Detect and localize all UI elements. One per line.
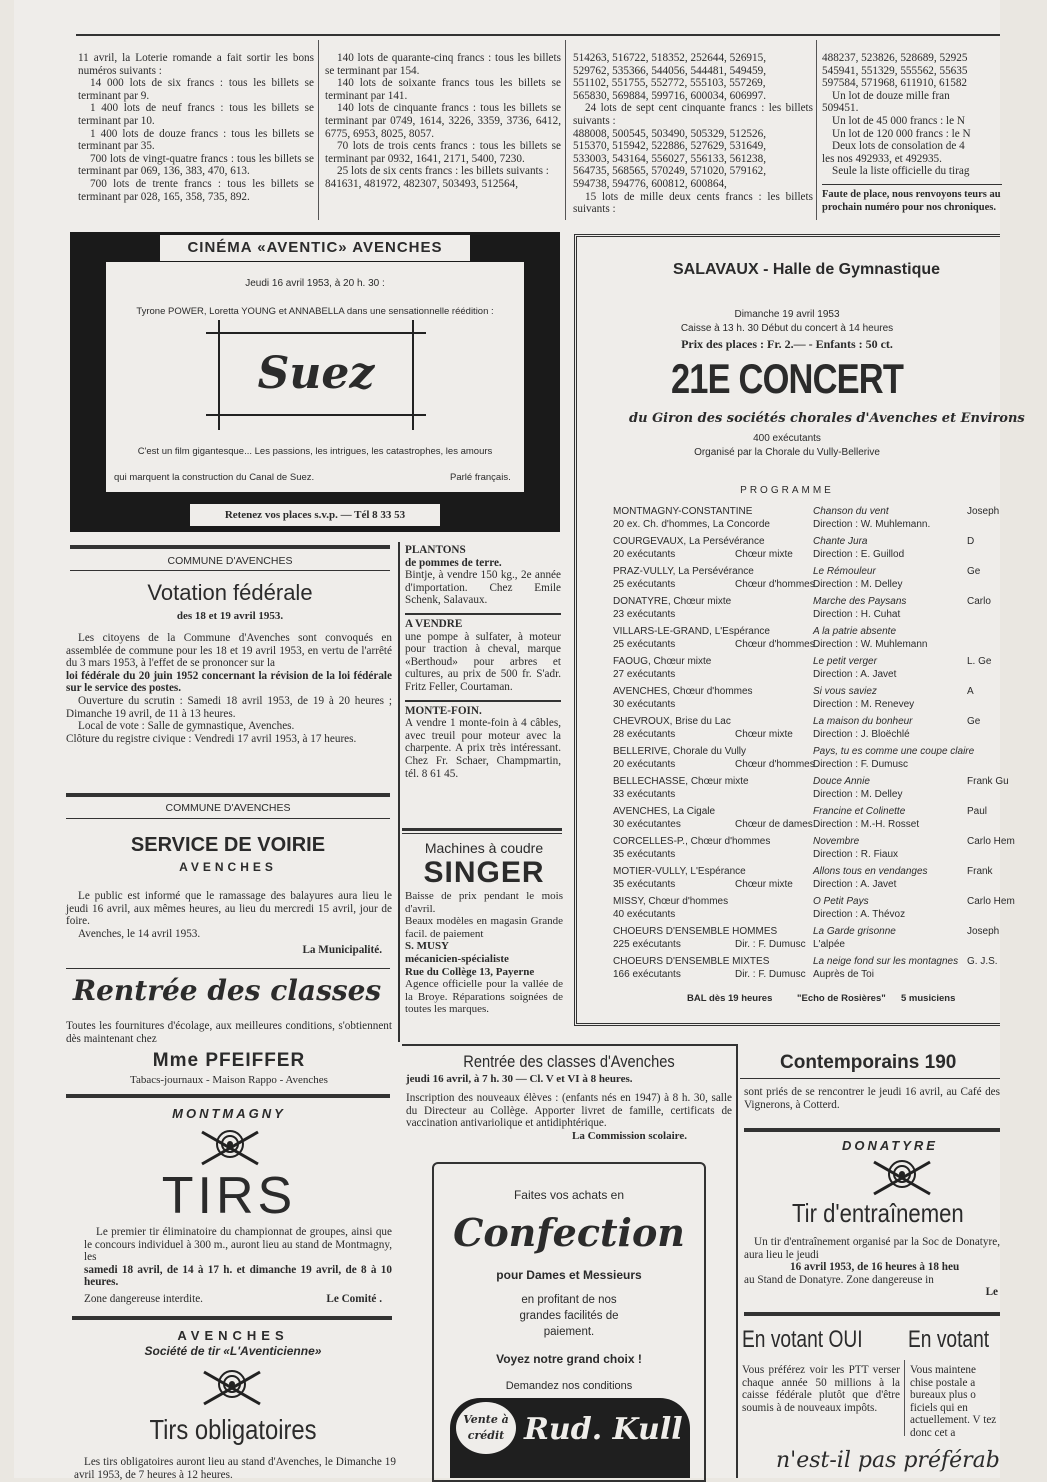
song-composer: Paul (967, 806, 988, 817)
song-director: Direction : J. Bloëchlé (813, 729, 910, 740)
lottery-column-4: 488237, 523826, 528689, 52925 545941, 551329, 555562, 55635 597584, 571968, 611910, 61582 Un lot de douze mille fran 509451. Un lot de 45 000 francs : le N Un lot de 120 000 francs : le N Deux lots de consolation de 4 les nos 492933, et 492935. Seule la liste officielle du tirag Faute de place, nous renvoyons teurs au prochain numéro pour nos chroniques. (822, 52, 1001, 213)
votation-commune: COMMUNE D'AVENCHES (167, 555, 293, 567)
oblig-text: Les tirs obligatoires auront lieu au stand d'Avenches, le Dimanche 19 avril 1953, de 7 heures à 12 heures. (74, 1456, 396, 1481)
song-director: Direction : A. Javet (813, 669, 897, 680)
kull-brand: Rud. Kull (524, 1412, 683, 1447)
donatyre-text: Un tir d'entraînement organisé par la Soc de Donatyre, aura lieu le jeudi (744, 1236, 1000, 1261)
choir-performers: 166 exécutants (613, 969, 681, 980)
shooting-target-icon (200, 1368, 264, 1408)
song-director: Direction : E. Guillod (813, 549, 905, 560)
song-composer: Joseph (967, 506, 1000, 517)
concert-hours: Caisse à 13 h. 30 Début du concert à 14 heures (680, 323, 894, 334)
lottery-column-2: 140 lots de quarante-cinq francs : tous les billets se terminant par 154. 140 lots de soixante francs tous les billets se terminant par 141. 140 lots de cinquante francs : tous les billets se terminant par 0749, 1614, 3226, 3359, 3736, 6412, 6775, 6953, 8025, 8057. 70 lots de trois cents francs : tous les billets se terminant par 0932, 1641, 2171, 5400, 7230. 25 lots de six cents francs : les billets suivants : 841631, 481972, 482307, 503493, 512564, (325, 52, 561, 190)
classifieds: PLANTONS de pommes de terre. Bintje, à vendre 150 kg., 2e année d'importation. Chez Emile Schenk, Salavaux. A VENDRE une pompe à sulfater, à moteur pour traction à cheval, marque «Berthoud» pour arbres et cultures, au prix de 500 fr. S'adr. Fritz Feller, Courtaman. MONTE-FOIN. A vendre 1 monte-foin à 4 câbles, avec treuil pour moteur avec la charpente. A prix très intéressant. Chez Fr. Schaer, Champmartin, tél. 8 61 45. (405, 544, 561, 780)
song-title: Douce Annie (813, 776, 870, 787)
donatyre-place: DONATYRE (842, 1138, 938, 1153)
choir-type: Chœur mixte (735, 549, 793, 560)
song-director: Direction : W. Muhlemann (813, 639, 928, 650)
votation-text: Les citoyens de la Commune d'Avenches sont convoqués en assemblée de commune pour les 18 et 19 avril 1953, en vertu de l'arrêté du 3 mars 1953, à l'effet de se prononcer sur la loi fédérale du 20 juin 1952 concernant la révision de la loi fédérale sur le service des postes. Ouverture du scrutin : Samedi 18 avril 1953, de 19 à 20 heures ; Dimanche 19 avril, de 11 à 13 heures. Local de vote : Salle de gymnastique, Avenches. Clôture du registre civique : Vendredi 17 avril 1953, à 17 heures. (66, 632, 392, 745)
choir-name: CHOEURS D'ENSEMBLE HOMMES (613, 926, 778, 937)
song-title: La Garde grisonne (813, 926, 896, 937)
song-composer: L. Ge (967, 656, 992, 667)
cinema-title: CINÉMA «AVENTIC» AVENCHES (160, 235, 470, 261)
rentree-avenches-title: Rentrée des classes d'Avenches (463, 1052, 675, 1071)
choir-performers: 30 exécutantes (613, 819, 681, 830)
ptt-column-1: Vous préférez voir les PTT verser chaque année 50 millions à la caisse fédérale plutôt que d'être soumis à de nouveaux impôts. (742, 1364, 900, 1414)
choir-type: Chœur d'hommes (735, 759, 815, 770)
lottery-column-3: 514263, 516722, 518352, 252644, 526915, 529762, 535366, 544056, 544481, 549459, 551102, 551755, 552772, 555103, 557269, 565830, 569884, 599716, 600034, 606997. 24 lots de sept cent cinquante francs : les billets suivants : 488008, 500545, 503490, 505329, 512526, 515370, 515942, 522886, 527629, 531649, 533003, 543164, 556027, 556133, 561238, 564735, 568565, 570249, 571020, 579162, 594738, 594776, 600812, 600864, 15 lots de mille deux cents francs : les billets suivants : (573, 52, 813, 216)
choir-name: AVENCHES, Chœur d'hommes (613, 686, 753, 697)
choir-type: Dir. : F. Dumusc (735, 939, 806, 950)
choir-name: FAOUG, Chœur mixte (613, 656, 712, 667)
film-title: Suez (257, 348, 375, 399)
song-composer: Frank (967, 866, 993, 877)
choir-type: Chœur de dames (735, 819, 813, 830)
song-title: La neige fond sur les montagnes (813, 956, 959, 967)
choir-name: MISSY, Chœur d'hommes (613, 896, 729, 907)
votation-dates: des 18 et 19 avril 1953. (176, 610, 284, 622)
choir-performers: 225 exécutants (613, 939, 681, 950)
song-title: Francine et Colinette (813, 806, 906, 817)
voirie-text: Le public est informé que le ramassage des balayures aura lieu le jeudi 16 avril, aux mêmes heures, au lieu du mercredi 15 avril, jour de foire. Avenches, le 14 avril 1953. La Municipalité. (66, 890, 392, 957)
cinema-reservation: Retenez vos places s.v.p. — Tél 8 33 53 (190, 504, 440, 526)
song-title: A la patrie absente (813, 626, 897, 637)
song-composer: Ge (967, 566, 981, 577)
choir-performers: 40 exécutants (613, 909, 676, 920)
song-director: Auprès de Toi (813, 969, 874, 980)
song-title: Chante Jura (813, 536, 868, 547)
choir-performers: 28 exécutants (613, 729, 676, 740)
contemporains-text: sont priés de se rencontrer le jeudi 16 avril, au Café des Vignerons, à Cotterd. (744, 1086, 1000, 1111)
bal-orchestra: "Echo de Rosières" (797, 993, 886, 1004)
concert-programme-ad (574, 234, 1025, 1026)
song-composer: Carlo Hem (967, 896, 1015, 907)
song-composer: A (967, 686, 974, 697)
song-composer: Carlo Hem (967, 836, 1015, 847)
credit-badge: Vente à crédit (456, 1402, 516, 1454)
choir-name: AVENCHES, La Cigale (613, 806, 716, 817)
song-title: Allons tous en vendanges (813, 866, 928, 877)
song-director: L'alpée (813, 939, 845, 950)
choir-performers: 25 exécutants (613, 579, 676, 590)
song-director: Direction : F. Dumusc (813, 759, 909, 770)
song-composer: Frank Gu (967, 776, 1009, 787)
ptt-headline-1: En votant OUI (742, 1326, 863, 1353)
column-divider (565, 40, 566, 220)
kull-logo (450, 1398, 690, 1478)
song-title: Le petit verger (813, 656, 877, 667)
choir-name: MOTIER-VULLY, L'Espérance (613, 866, 746, 877)
cinema-description: C'est un film gigantesque... Les passions, les intrigues, les catastrophes, les amours (137, 446, 493, 457)
shooting-target-icon (870, 1158, 934, 1198)
column-divider (816, 40, 817, 220)
tirs-title: TIRS (161, 1167, 297, 1225)
song-director: Direction : M. Delley (813, 579, 903, 590)
singer-brand: SINGER (423, 856, 545, 889)
song-composer: G. J.S. (967, 956, 998, 967)
song-composer: D (967, 536, 975, 547)
choir-performers: 33 exécutants (613, 789, 676, 800)
song-composer: Carlo (967, 596, 991, 607)
rentree-text: Toutes les fournitures d'écolage, aux meilleures conditions, s'obtiennent dès maintenant chez (66, 1020, 392, 1045)
confection-title: Confection (453, 1210, 685, 1255)
pfeiffer-name: Mme PFEIFFER (152, 1050, 306, 1071)
column-divider (318, 40, 319, 220)
concert-prices: Prix des places : Fr. 2.— - Enfants : 50 ct. (681, 337, 893, 351)
song-director: Direction : M. Renevey (813, 699, 915, 710)
song-title: O Petit Pays (813, 896, 869, 907)
choir-performers: 30 exécutants (613, 699, 676, 710)
concert-date: Dimanche 19 avril 1953 (734, 309, 840, 320)
concert-subtitle: du Giron des sociétés chorales d'Avenches et Environs (629, 411, 1025, 426)
song-title: Si vous saviez (813, 686, 877, 697)
concert-title: 21E CONCERT (670, 355, 904, 402)
choir-name: CHOEURS D'ENSEMBLE MIXTES (613, 956, 770, 967)
song-director: Direction : A. Javet (813, 879, 897, 890)
choir-name: PRAZ-VULLY, La Persévérance (613, 566, 754, 577)
cinema-aventic-ad: CINÉMA «AVENTIC» AVENCHES Jeudi 16 avril 1953, à 20 h. 30 : Tyrone POWER, Loretta YOUNG et ANNABELLA dans une sensationnelle réédition : Suez C'est un film gigantesque... Les passions, les intrigues, les catastrophes, les amours qui marquent la construction du Canal de Suez. Parlé français. Retenez vos places s.v.p. — Tél 8 33 53 (70, 232, 560, 532)
concert-organizer: Organisé par la Chorale du Vully-Bellerive (694, 447, 880, 458)
song-composer: Ge (967, 716, 981, 727)
song-title: Chanson du vent (813, 506, 889, 517)
voirie-commune: COMMUNE D'AVENCHES (165, 802, 291, 814)
cinema-date: Jeudi 16 avril 1953, à 20 h. 30 : (245, 278, 385, 289)
choir-performers: 27 exécutants (613, 669, 676, 680)
cinema-language: Parlé français. (450, 472, 511, 483)
choir-name: MONTMAGNY-CONSTANTINE (613, 506, 753, 517)
song-composer: Joseph (967, 926, 1000, 937)
ptt-script-line: n'est-il pas préférab (776, 1448, 1000, 1473)
top-rule (76, 34, 1000, 36)
choir-performers: 35 exécutants (613, 849, 676, 860)
choir-performers: 23 exécutants (613, 609, 676, 620)
choir-type: Chœur d'hommes (735, 639, 815, 650)
choir-name: BELLERIVE, Chorale du Vully (613, 746, 747, 757)
song-director: Direction : W. Muhlemann. (813, 519, 931, 530)
pfeiffer-address: Tabacs-journaux - Maison Rappo - Avenches (130, 1074, 328, 1086)
programme-label: PROGRAMME (740, 485, 834, 496)
lottery-column-1: 11 avril, la Loterie romande a fait sortir les bons numéros suivants : 14 000 lots de six francs : tous les billets se terminant par 9. 1 400 lots de neuf francs : tous les billets se terminant par 10. 1 400 lots de douze francs : tous les billets se terminant par 35. 700 lots de vingt-quatre francs : tous les billets se terminant par 069, 136, 383, 470, 613. 700 lots de trente francs : tous les billets se terminant par 028, 165, 358, 735, 892. (78, 52, 314, 203)
song-title: La maison du bonheur (813, 716, 913, 727)
choir-type: Chœur mixte (735, 729, 793, 740)
ptt-column-2: Vous maintene chise postale a bureaux plus o ficiels qui en actuellement. V tez donc cet a (910, 1364, 997, 1439)
tirs-place: MONTMAGNY (172, 1106, 286, 1121)
rentree-title: Rentrée des classes (72, 974, 382, 1007)
shooting-target-icon (198, 1128, 262, 1168)
donatyre-title: Tir d'entraînemen (792, 1198, 964, 1228)
rentree-avenches-text: Inscription des nouveaux élèves : (enfants nés en 1947) à 8 h. 30, salle du Directeur au Collège. Apporter livret de famille, certificats de vaccination antivariolique et antidiphtérique. (406, 1092, 732, 1130)
concert-performers: 400 exécutants (753, 433, 821, 444)
song-director: Direction : M.-H. Rosset (813, 819, 920, 830)
editor-note: Faute de place, nous renvoyons teurs au prochain numéro pour nos chroniques. (822, 184, 1002, 214)
bal-time: BAL dès 19 heures (687, 993, 773, 1004)
oblig-title: Tirs obligatoires (149, 1414, 317, 1445)
choir-name: BELLECHASSE, Chœur mixte (613, 776, 749, 787)
choir-type: Chœur mixte (735, 879, 793, 890)
choir-performers: 20 ex. Ch. d'hommes, La Concorde (613, 519, 770, 530)
oblig-society: Société de tir «L'Aventicienne» (144, 1344, 322, 1358)
choir-performers: 20 exécutants (613, 759, 676, 770)
choir-name: VILLARS-LE-GRAND, L'Espérance (613, 626, 770, 637)
song-title: Pays, tu es comme une coupe claire (813, 746, 975, 757)
choir-performers: 25 exécutants (613, 639, 676, 650)
contemporains-title: Contemporains 190 (780, 1052, 957, 1073)
tirs-text: Le premier tir éliminatoire du championnat de groupes, ainsi que le concours individuel à 300 m., auront lieu au stand de Montmagny, les samedi 18 avril, de 14 à 17 h. et dimanche 19 avril, de 8 à 10 heures. Zone dangereuse interdite. Le Comité . (84, 1226, 392, 1305)
song-director: Direction : M. Delley (813, 789, 903, 800)
choir-name: DONATYRE, Chœur mixte (613, 596, 732, 607)
song-title: Novembre (813, 836, 860, 847)
song-director: Direction : H. Cuhat (813, 609, 901, 620)
cinema-cast: Tyrone POWER, Loretta YOUNG et ANNABELLA dans une sensationnelle réédition : (136, 306, 494, 317)
singer-ad: Machines à coudre SINGER Baisse de prix pendant le mois d'avril. Beaux modèles en magasin Grande facil. de paiement S. MUSY mécanicien-spécialiste Rue du Collège 13, Payerne Agence officielle pour la vallée de la Broye. Réparations soignées de toutes les marques. (405, 840, 563, 1016)
oblig-place: AVENCHES (177, 1328, 289, 1343)
choir-type: Dir. : F. Dumusc (735, 969, 806, 980)
song-title: Le Rémouleur (813, 566, 876, 577)
voirie-title: SERVICE DE VOIRIE (130, 834, 326, 856)
choir-name: COURGEVAUX, La Persévérance (613, 536, 765, 547)
song-director: Direction : A. Thévoz (813, 909, 906, 920)
choir-performers: 35 exécutants (613, 879, 676, 890)
song-director: Direction : R. Fiaux (813, 849, 899, 860)
choir-performers: 20 exécutants (613, 549, 676, 560)
song-title: Marche des Paysans (813, 596, 907, 607)
bal-musicians: 5 musiciens (901, 993, 956, 1004)
choir-type: Chœur d'hommes (735, 579, 815, 590)
ptt-headline-2: En votant (908, 1326, 990, 1353)
concert-place: SALAVAUX - Halle de Gymnastique (673, 261, 941, 278)
choir-name: CORCELLES-P., Chœur d'hommes (613, 836, 771, 847)
votation-title: Votation fédérale (147, 580, 313, 605)
choir-name: CHEVROUX, Brise du Lac (613, 716, 731, 727)
